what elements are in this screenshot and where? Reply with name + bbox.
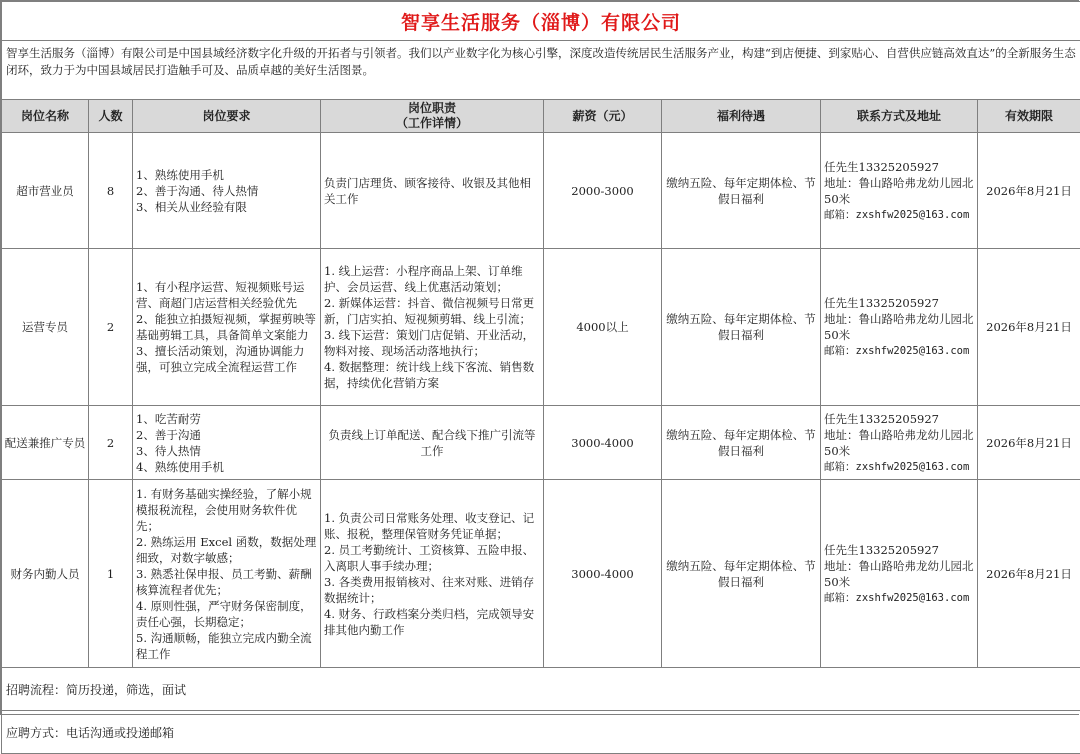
position-cell: 超市营业员 — [2, 133, 89, 249]
company-intro: 智享生活服务（淄博）有限公司是中国县域经济数字化升级的开拓者与引领者。我们以产业数字化为核心引擎，深度改造传统居民生活服务产业，构建“到店便捷、到家贴心、自营供应链高效直达”的全新服务生态闭环，致力于为中国县域居民打造触手可及、品质卓越的美好生活图景。 — [2, 41, 1080, 100]
requirements-cell — [133, 406, 321, 480]
validity-cell: 2026年8月21日 — [978, 249, 1080, 406]
requirements-cell — [133, 480, 321, 668]
contact-name: 任先生13325205927 — [824, 411, 974, 427]
contact-email[interactable]: 邮箱：zxshfw2025@163.com — [824, 343, 974, 359]
requirement-item: 5. 沟通顺畅，能独立完成内勤全流程工作 — [136, 630, 317, 662]
requirement-item: 3、相关从业经验有限 — [136, 199, 317, 215]
header-contact: 联系方式及地址 — [821, 100, 978, 133]
contact-email[interactable]: 邮箱：zxshfw2025@163.com — [824, 207, 974, 223]
requirement-item: 3、待人热情 — [136, 443, 317, 459]
position-cell: 运营专员 — [2, 249, 89, 406]
duty-item: 4. 数据整理：统计线上线下客流、销售数据，持续优化营销方案 — [324, 359, 540, 391]
recruitment-process: 招聘流程：简历投递，筛选，面试 — [2, 668, 1080, 711]
header-validity: 有效期限 — [978, 100, 1080, 133]
duties-cell — [321, 480, 544, 668]
requirement-item: 3、擅长活动策划，沟通协调能力强，可独立完成全流程运营工作 — [136, 343, 317, 375]
header-salary: 薪资（元） — [544, 100, 662, 133]
contact-cell — [821, 480, 978, 668]
duty-item: 1. 线上运营：小程序商品上架、订单维护、会员运营、线上优惠活动策划； — [324, 263, 540, 295]
duty-item: 2. 员工考勤统计、工资核算、五险申报、入离职人事手续办理； — [324, 542, 540, 574]
header-position: 岗位名称 — [2, 100, 89, 133]
table-row — [2, 133, 1080, 249]
requirement-item: 1. 有财务基础实操经验，了解小规模报税流程，会使用财务软件优先； — [136, 486, 317, 534]
salary-cell: 3000-4000 — [544, 480, 662, 668]
salary-cell: 2000-3000 — [544, 133, 662, 249]
contact-cell — [821, 406, 978, 480]
count-cell: 1 — [89, 480, 133, 668]
table-row — [2, 480, 1080, 668]
count-cell: 8 — [89, 133, 133, 249]
application-method: 应聘方式：电话沟通或投递邮箱 — [2, 711, 1080, 754]
salary-cell: 3000-4000 — [544, 406, 662, 480]
position-cell: 财务内勤人员 — [2, 480, 89, 668]
benefits-cell: 缴纳五险、每年定期体检、节假日福利 — [662, 249, 821, 406]
contact-address: 地址：鲁山路哈弗龙幼儿园北50米 — [824, 558, 974, 590]
table-header — [2, 100, 1080, 133]
table-row — [2, 249, 1080, 406]
contact-email[interactable]: 邮箱：zxshfw2025@163.com — [824, 590, 974, 606]
contact-address: 地址：鲁山路哈弗龙幼儿园北50米 — [824, 311, 974, 343]
header-duties — [321, 100, 544, 133]
contact-cell — [821, 133, 978, 249]
benefits-cell: 缴纳五险、每年定期体检、节假日福利 — [662, 406, 821, 480]
requirements-cell — [133, 249, 321, 406]
position-cell: 配送兼推广专员 — [2, 406, 89, 480]
requirement-item: 2、能独立拍摄短视频，掌握剪映等基础剪辑工具，具备简单文案能力 — [136, 311, 317, 343]
duty-item: 3. 线下运营：策划门店促销、开业活动，物料对接、现场活动落地执行； — [324, 327, 540, 359]
contact-name: 任先生13325205927 — [824, 295, 974, 311]
requirement-item: 1、有小程序运营、短视频账号运营、商超门店运营相关经验优先 — [136, 279, 317, 311]
requirement-item: 1、熟练使用手机 — [136, 167, 317, 183]
requirement-item: 3. 熟悉社保申报、员工考勤、薪酬核算流程者优先； — [136, 566, 317, 598]
benefits-cell: 缴纳五险、每年定期体检、节假日福利 — [662, 480, 821, 668]
count-cell: 2 — [89, 406, 133, 480]
validity-cell: 2026年8月21日 — [978, 480, 1080, 668]
duty-item: 1. 负责公司日常账务处理、收支登记、记账、报税，整理保管财务凭证单据； — [324, 510, 540, 542]
header-duties-line2: （工作详情） — [321, 116, 543, 131]
contact-address: 地址：鲁山路哈弗龙幼儿园北50米 — [824, 175, 974, 207]
requirement-item: 2、善于沟通 — [136, 427, 317, 443]
validity-cell: 2026年8月21日 — [978, 133, 1080, 249]
contact-name: 任先生13325205927 — [824, 542, 974, 558]
page-title: 智享生活服务（淄博）有限公司 — [2, 2, 1080, 41]
count-cell: 2 — [89, 249, 133, 406]
contact-name: 任先生13325205927 — [824, 159, 974, 175]
validity-cell: 2026年8月21日 — [978, 406, 1080, 480]
requirements-cell — [133, 133, 321, 249]
duty-item: 4. 财务、行政档案分类归档，完成领导安排其他内勤工作 — [324, 606, 540, 638]
duties-cell — [321, 133, 544, 249]
contact-cell — [821, 249, 978, 406]
contact-address: 地址：鲁山路哈弗龙幼儿园北50米 — [824, 427, 974, 459]
duty-item: 负责线上订单配送、配合线下推广引流等工作 — [325, 427, 539, 459]
contact-email[interactable]: 邮箱：zxshfw2025@163.com — [824, 459, 974, 475]
benefits-cell: 缴纳五险、每年定期体检、节假日福利 — [662, 133, 821, 249]
requirement-item: 4. 原则性强，严守财务保密制度，责任心强，长期稳定； — [136, 598, 317, 630]
recruitment-table — [1, 1, 1080, 754]
duties-cell — [321, 406, 544, 480]
table-row — [2, 406, 1080, 480]
duty-item: 3. 各类费用报销核对、往来对账、进销存数据统计； — [324, 574, 540, 606]
header-count: 人数 — [89, 100, 133, 133]
duty-item: 2. 新媒体运营：抖音、微信视频号日常更新，门店实拍、短视频剪辑、线上引流； — [324, 295, 540, 327]
requirement-item: 2、善于沟通、待人热情 — [136, 183, 317, 199]
duties-cell — [321, 249, 544, 406]
duty-item: 负责门店理货、顾客接待、收银及其他相关工作 — [324, 175, 540, 207]
header-benefits: 福利待遇 — [662, 100, 821, 133]
header-requirements: 岗位要求 — [133, 100, 321, 133]
requirement-item: 4、熟练使用手机 — [136, 459, 317, 475]
requirement-item: 2. 熟练运用 Excel 函数，数据处理细致，对数字敏感； — [136, 534, 317, 566]
header-duties-line1: 岗位职责 — [321, 101, 543, 116]
requirement-item: 1、吃苦耐劳 — [136, 411, 317, 427]
salary-cell: 4000以上 — [544, 249, 662, 406]
